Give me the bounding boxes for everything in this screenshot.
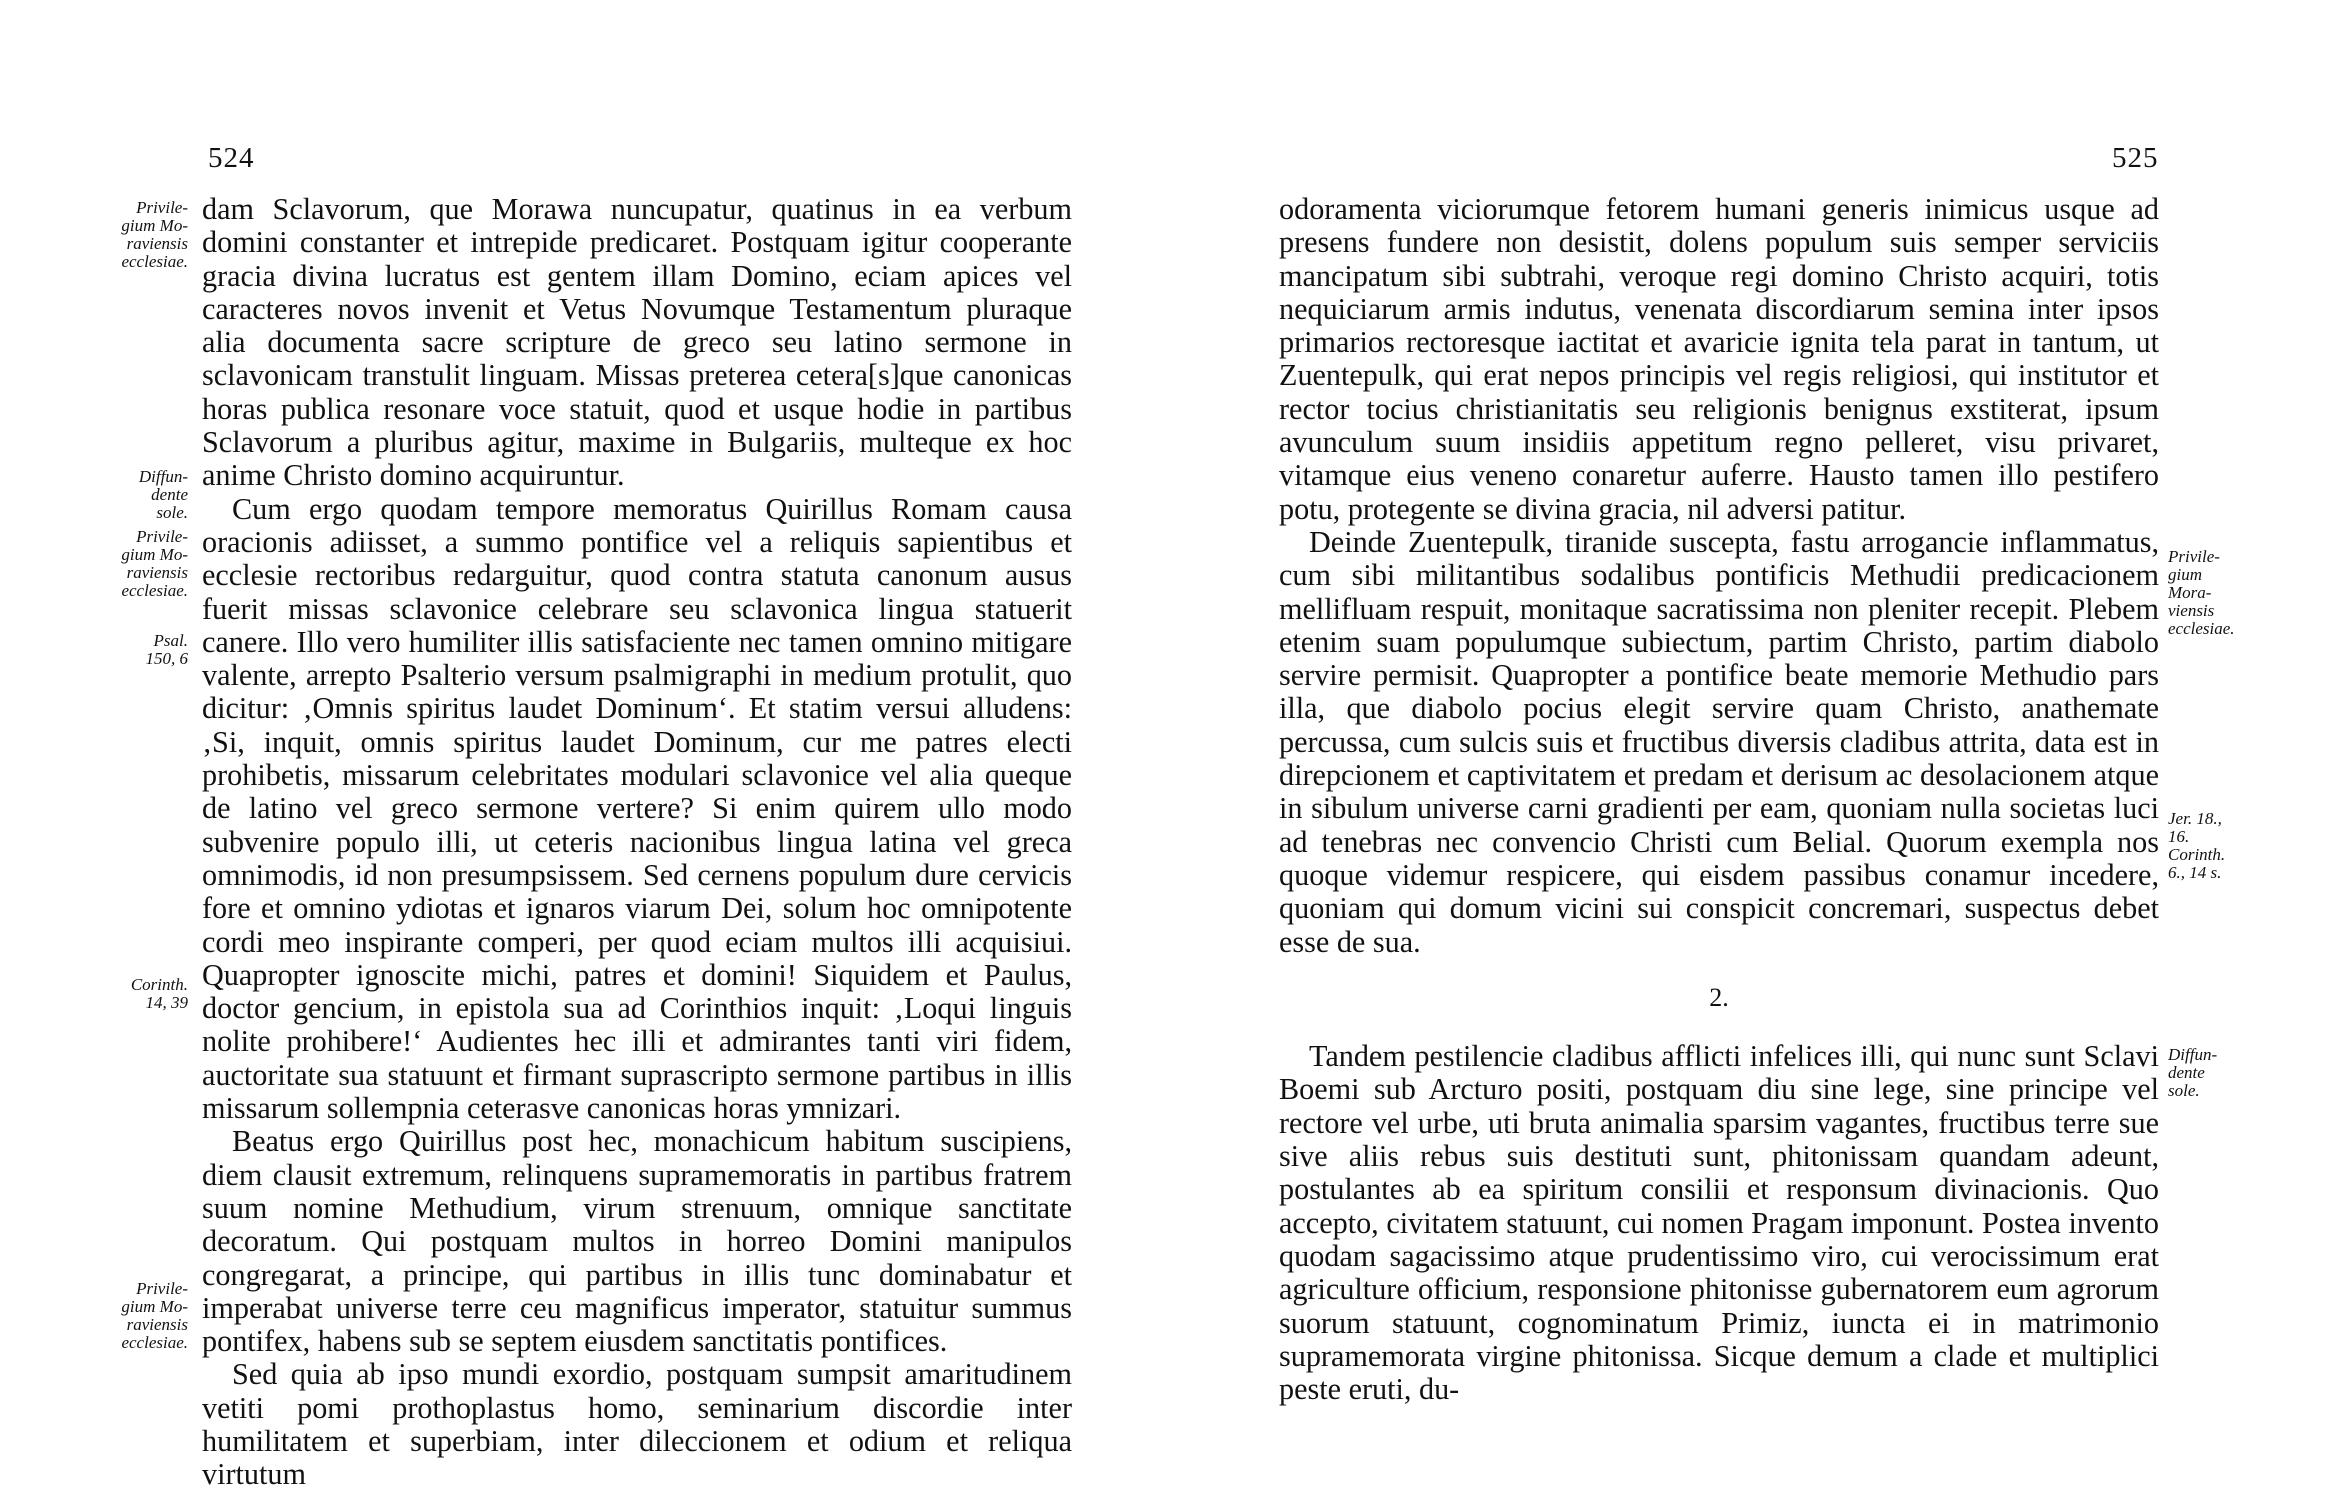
- margin-note: Corinth. 14, 39: [130, 975, 188, 1012]
- margin-note: Diffun- dente sole.: [2168, 1045, 2218, 1100]
- paragraph: Sed quia ab ipso mundi exordio, postquam sumpsit amaritudinem vetiti pomi prothoplastus homo, seminarium discordie inter humilitatem et superbiam, inter dileccionem et odium et reliqua virtutum: [202, 1357, 1072, 1492]
- margin-note: Privile- gium Mo- raviensis ecclesiae.: [121, 527, 188, 600]
- margin-note: Privile- gium Mo- raviensis ecclesiae.: [121, 198, 188, 271]
- margin-note: Privile- gium Mora- viensis ecclesiae.: [2168, 547, 2235, 638]
- paragraph: Tandem pestilencie cladibus afflicti infelices illi, qui nunc sunt Sclavi Boemi sub Arcturo positi, postquam diu sine lege, sine principe vel rectore vel urbe, uti bruta animalia sparsim vagantes, fructibus terre sue sive aliis rebus suis destituti sunt, phitonissam quandam adeunt, postulantes ab ea spiritum consilii et responsum divinacionis. Quo accepto, civitatem statuunt, cui nomen Pragam imponunt. Postea invento quodam sagacissimo atque prudentissimo viro, cui verocissimum erat agriculture officium, responsione phitonisse gubernatorem eum agrorum suorum statuunt, cognominatum Primiz, iuncta ei in matrimonio supramemorata virgine phitonissa. Sicque demum a clade et multiplici peste eruti, du-: [1279, 1039, 2159, 1407]
- paragraph: Cum ergo quodam tempore memoratus Quirillus Romam causa oracionis adiisset, a summo pontifice vel a reliquis sapientibus et ecclesie rectoribus redarguitur, quod contra statuta canonum ausus fuerit missas sclavonice celebrare seu sclavonica lingua statuerit canere. Illo vero humiliter illis satisfaciente nec tamen omnino mitigare valente, arrepto Psalterio versum psalmigraphi in medium protulit, quo dicitur: ‚Omnis spiritus laudet Dominum‘. Et statim versui alludens: ‚Si, inquit, omnis spiritus laudet Dominum, cur me patres electi prohibetis, missarum celebritates modulari sclavonice vel alia queque de latino vel greco sermone vertere? Si enim quirem ullo modo subvenire populo illi, ut ceteris nacionibus lingua latina vel greca omnimodis, id non presumpsissem. Sed cernens populum dure cervicis fore et omnino ydiotas et ignaros viarum Dei, solum hoc omnipotente cordi meo inspirante comperi, per quod eciam multos illi acquisiui. Quapropter ignoscite michi, patres et domini! Siquidem et Paulus, doctor gencium, in epistola sua ad Corinthios inquit: ‚Loqui linguis nolite prohibere!‘ Audientes hec illi et admirantes tanti viri fidem, auctoritate sua statuunt et firmant suprascripto sermone partibus in illis missarum sollempnia ceterasve canonicas horas ymnizari.: [202, 491, 1072, 1126]
- page-number: 525: [2112, 142, 2159, 174]
- margin-note: Diffun- dente sole.: [138, 467, 188, 522]
- paragraph: odoramenta viciorumque fetorem humani generis inimicus usque ad presens fundere non desistit, dolens populum suis semper serviciis mancipatum sibi subtrahi, veroque regi domino Christo acquiri, totis nequiciarum armis indutus, venenata discordiarum semina inter ipsos primarios rectoresque iactitat et avaricie ignita tela parat in tantum, ut Zuentepulk, qui erat nepos principis vel regis religiosi, qui institutor et rector tocius christianitatis seu religionis benignus exstiterat, ipsum avunculum suum insidiis appetitum regno pelleret, visu privaret, vitamque eius veneno conaretur auferre. Hausto tamen illo pestifero potu, protegente se divina gracia, nil adversi patitur.: [1279, 192, 2159, 526]
- left-page-text: [202, 193, 1072, 1492]
- paragraph: dam Sclavorum, que Morawa nuncupatur, quatinus in ea verbum domini constanter et intrepide predicaret. Postquam igitur cooperante gracia divina lucratus est gentem illam Domino, eciam apices vel caracteres novos invenit et Vetus Novumque Testamentum pluraque alia documenta sacre scripture de greco seu latino sermone in sclavonicam transtulit linguam. Missas preterea cetera[s]que canonicas horas publica resonare voce statuit, quod et usque hodie in partibus Sclavorum a pluribus agitur, maxime in Bulgariis, multeque ex hoc anime Christo domino acquiruntur.: [202, 192, 1072, 493]
- margin-note: Jer. 18., 16. Corinth. 6., 14 s.: [2168, 809, 2226, 882]
- margin-note: Privile- gium Mo- raviensis ecclesiae.: [121, 1279, 188, 1352]
- right-page: [1170, 0, 2340, 1500]
- paragraph: Deinde Zuentepulk, tiranide suscepta, fastu arrogancie inflammatus, cum sibi militantibus sodalibus pontificis Methudii predicacionem mellifluam respuit, monitaque sacratissima non pleniter recepit. Plebem etenim suam populumque subiectum, partim Christo, partim diabolo servire permisit. Quapropter a pontifice beate memorie Methudio pars illa, que diabolo pocius elegit servire quam Christo, anathemate percussa, cum sulcis suis et fructibus diversis cladibus attrita, data est in direpcionem et captivitatem et predam et derisum ac desolacionem atque in sibulum universe carni gradienti per eam, quoniam nulla societas luci ad tenebras nec convencio Christi cum Belial. Quorum exempla nos quoque videmur respicere, qui eisdem passibus conamur incedere, quoniam qui domum vicini sui conspicit concremari, suspectus debet esse de sua.: [1279, 524, 2159, 959]
- section-number: 2.: [1709, 982, 1729, 1012]
- paragraph: Beatus ergo Quirillus post hec, monachicum habitum suscipiens, diem clausit extremum, relinquens supramemoratis in partibus fratrem suum nomine Methudium, virum strenuum, omnique sanctitate decoratum. Qui postquam multos in horreo Domini manipulos congregarat, a principe, qui partibus in illis tunc dominabatur et imperabat universe terre ceu magnificus imperator, statuitur summus pontifex, habens sub se septem eiusdem sanctitatis pontifices.: [202, 1124, 1072, 1359]
- page-number: 524: [208, 142, 255, 174]
- margin-note: Psal. 150, 6: [145, 631, 188, 668]
- right-page-text: [1279, 193, 2159, 1406]
